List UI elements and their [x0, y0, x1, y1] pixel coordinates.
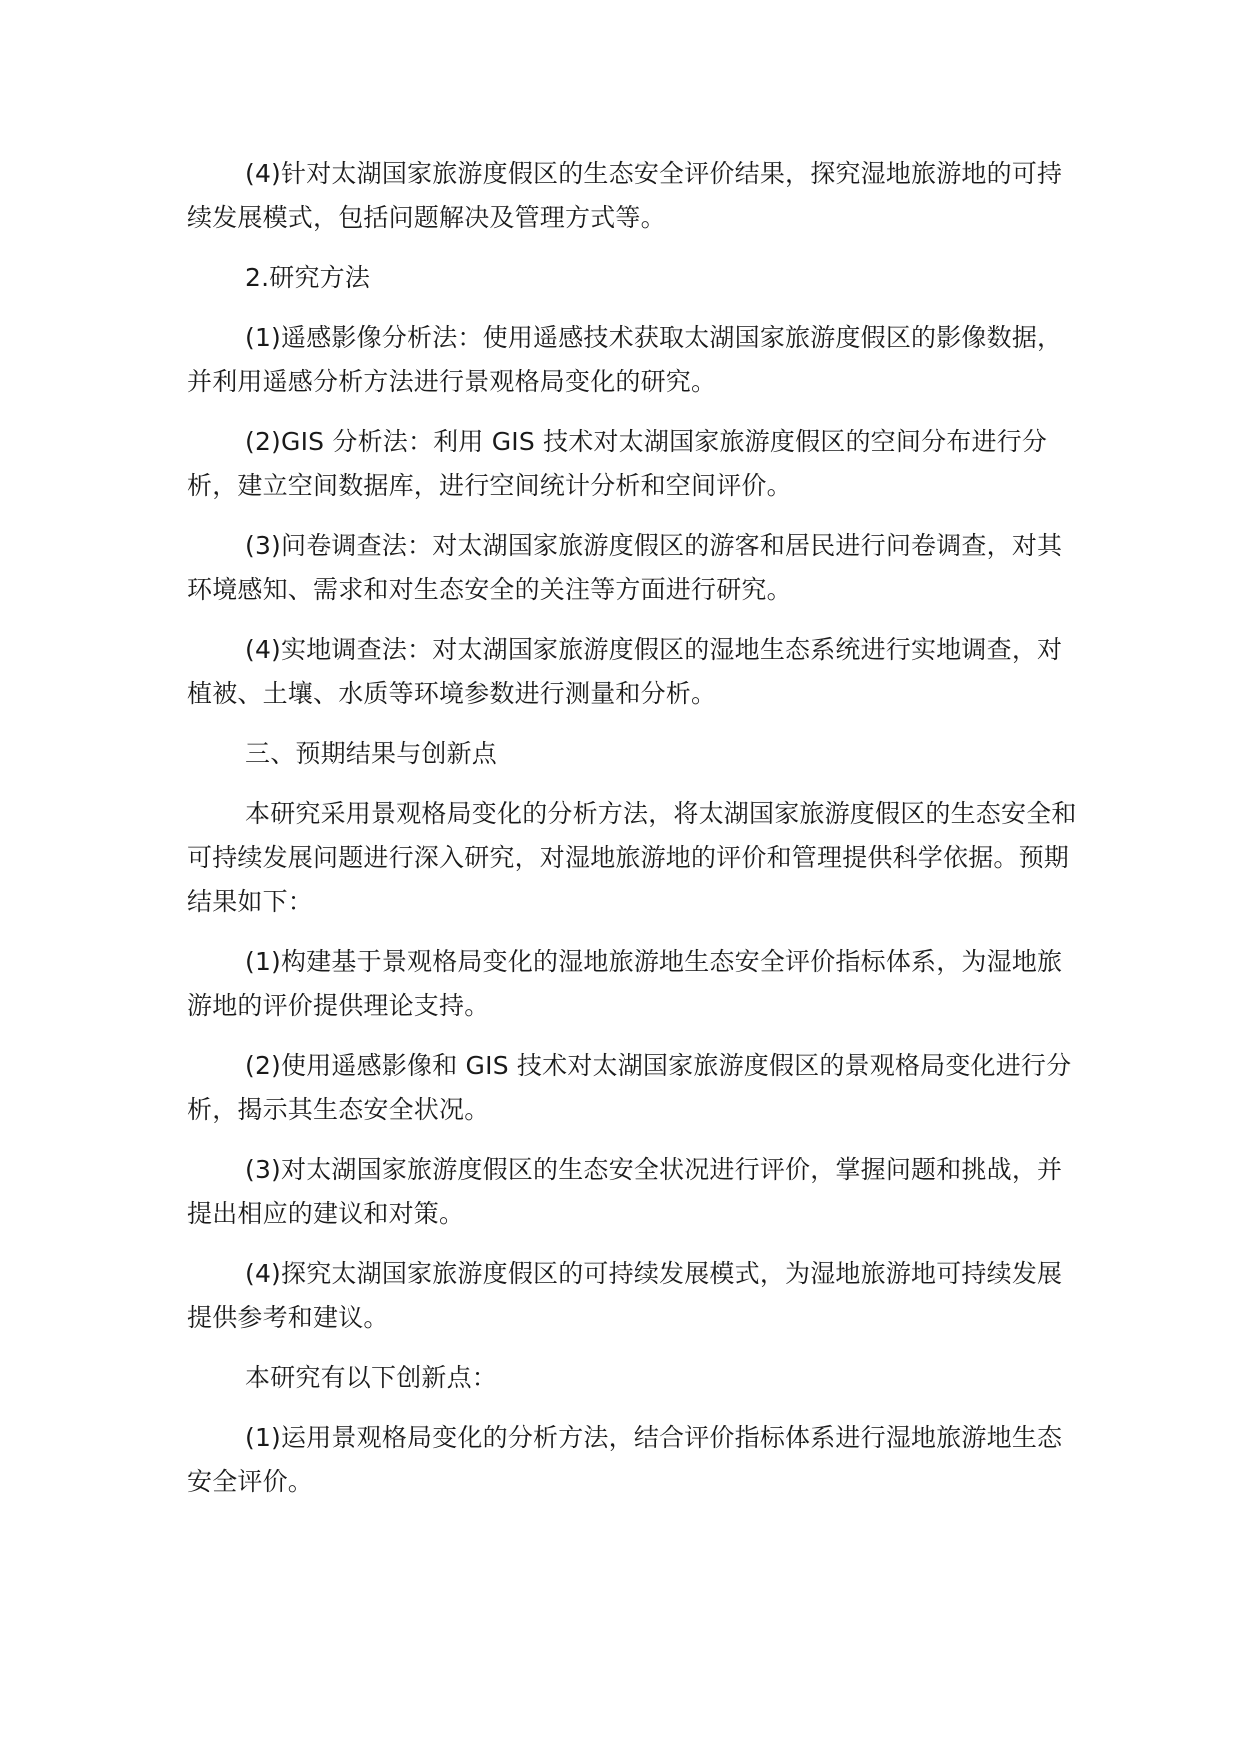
paragraph-objective-4: (4)针对太湖国家旅游度假区的生态安全评价结果，探究湿地旅游地的可持续发展模式，包括问题解决及管理方式等。	[187, 159, 1063, 232]
paragraph-method-field-survey: (4)实地调查法：对太湖国家旅游度假区的湿地生态系统进行实地调查，对植被、土壤、水质等环境参数进行测量和分析。	[187, 635, 1063, 708]
paragraph-result-2: (2)使用遥感影像和 GIS 技术对太湖国家旅游度假区的景观格局变化进行分析，揭示其生态安全状况。	[187, 1051, 1072, 1124]
paragraph-results-intro: 本研究采用景观格局变化的分析方法，将太湖国家旅游度假区的生态安全和可持续发展问题进行深入研究，对湿地旅游地的评价和管理提供科学依据。预期结果如下：	[187, 799, 1077, 916]
paragraph-method-questionnaire: (3)问卷调查法：对太湖国家旅游度假区的游客和居民进行问卷调查，对其环境感知、需求和对生态安全的关注等方面进行研究。	[187, 531, 1063, 604]
paragraph-result-1: (1)构建基于景观格局变化的湿地旅游地生态安全评价指标体系，为湿地旅游地的评价提供理论支持。	[187, 947, 1063, 1020]
paragraph-result-3: (3)对太湖国家旅游度假区的生态安全状况进行评价，掌握问题和挑战，并提出相应的建议和对策。	[187, 1155, 1063, 1228]
paragraph-innovation-1: (1)运用景观格局变化的分析方法，结合评价指标体系进行湿地旅游地生态安全评价。	[187, 1423, 1063, 1496]
paragraph-method-remote-sensing: (1)遥感影像分析法：使用遥感技术获取太湖国家旅游度假区的影像数据，并利用遥感分析方法进行景观格局变化的研究。	[187, 323, 1063, 396]
paragraph-innovation-intro: 本研究有以下创新点：	[245, 1363, 498, 1392]
heading-research-methods: 2.研究方法	[245, 263, 371, 292]
paragraph-result-4: (4)探究太湖国家旅游度假区的可持续发展模式，为湿地旅游地可持续发展提供参考和建议。	[187, 1259, 1063, 1332]
document-body	[187, 152, 1077, 1520]
paragraph-method-gis: (2)GIS 分析法：利用 GIS 技术对太湖国家旅游度假区的空间分布进行分析，建立空间数据库，进行空间统计分析和空间评价。	[187, 427, 1048, 500]
heading-expected-results: 三、预期结果与创新点	[245, 739, 498, 768]
